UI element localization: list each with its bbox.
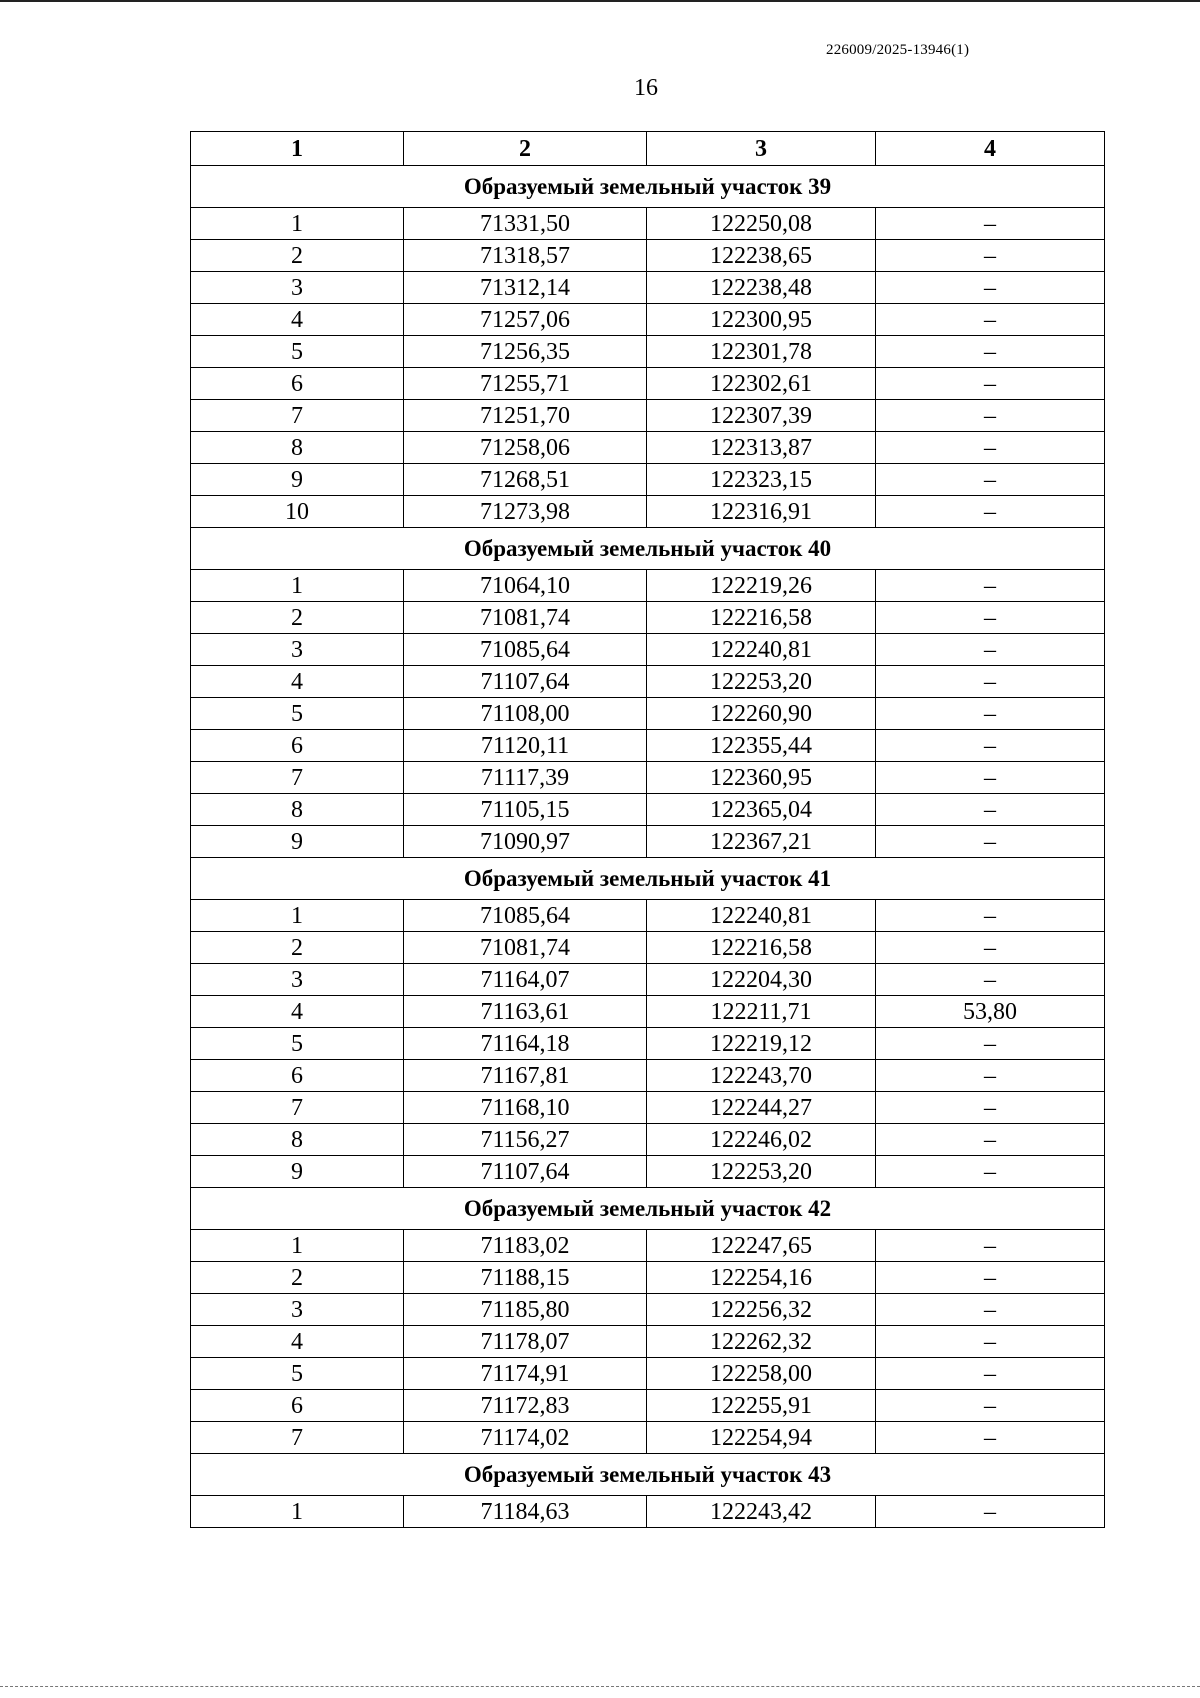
table-row xyxy=(191,794,1105,826)
table-row xyxy=(191,272,1105,304)
column-header: 2 xyxy=(404,132,647,166)
y-coordinate-cell: 122204,30 xyxy=(647,964,876,996)
section-title: Образуемый земельный участок 41 xyxy=(191,858,1105,900)
column-header: 1 xyxy=(191,132,404,166)
table-row xyxy=(191,1326,1105,1358)
point-number-cell: 3 xyxy=(191,1294,404,1326)
column-header: 3 xyxy=(647,132,876,166)
point-number-cell: 6 xyxy=(191,1390,404,1422)
x-coordinate-cell: 71081,74 xyxy=(404,602,647,634)
point-number-cell: 8 xyxy=(191,794,404,826)
point-number-cell: 8 xyxy=(191,432,404,464)
x-coordinate-cell: 71184,63 xyxy=(404,1496,647,1528)
value-cell: – xyxy=(876,1496,1105,1528)
value-cell: – xyxy=(876,1028,1105,1060)
table-row xyxy=(191,368,1105,400)
section-title: Образуемый земельный участок 39 xyxy=(191,166,1105,208)
table-row xyxy=(191,336,1105,368)
y-coordinate-cell: 122253,20 xyxy=(647,1156,876,1188)
table-row xyxy=(191,634,1105,666)
x-coordinate-cell: 71183,02 xyxy=(404,1230,647,1262)
table-row xyxy=(191,1230,1105,1262)
table-row xyxy=(191,1358,1105,1390)
x-coordinate-cell: 71172,83 xyxy=(404,1390,647,1422)
y-coordinate-cell: 122355,44 xyxy=(647,730,876,762)
value-cell: – xyxy=(876,272,1105,304)
section-title-row xyxy=(191,1188,1105,1230)
coordinates-table xyxy=(190,131,1105,1528)
y-coordinate-cell: 122238,65 xyxy=(647,240,876,272)
value-cell: – xyxy=(876,900,1105,932)
x-coordinate-cell: 71256,35 xyxy=(404,336,647,368)
x-coordinate-cell: 71178,07 xyxy=(404,1326,647,1358)
x-coordinate-cell: 71273,98 xyxy=(404,496,647,528)
value-cell: – xyxy=(876,496,1105,528)
table-row xyxy=(191,1124,1105,1156)
point-number-cell: 4 xyxy=(191,304,404,336)
value-cell: – xyxy=(876,762,1105,794)
table-row xyxy=(191,730,1105,762)
point-number-cell: 7 xyxy=(191,1422,404,1454)
x-coordinate-cell: 71108,00 xyxy=(404,698,647,730)
y-coordinate-cell: 122240,81 xyxy=(647,900,876,932)
x-coordinate-cell: 71107,64 xyxy=(404,666,647,698)
x-coordinate-cell: 71107,64 xyxy=(404,1156,647,1188)
page-top-border xyxy=(0,0,1200,2)
table-row xyxy=(191,400,1105,432)
point-number-cell: 1 xyxy=(191,570,404,602)
point-number-cell: 5 xyxy=(191,1028,404,1060)
x-coordinate-cell: 71168,10 xyxy=(404,1092,647,1124)
x-coordinate-cell: 71251,70 xyxy=(404,400,647,432)
x-coordinate-cell: 71318,57 xyxy=(404,240,647,272)
table-row xyxy=(191,1422,1105,1454)
value-cell: – xyxy=(876,570,1105,602)
x-coordinate-cell: 71174,91 xyxy=(404,1358,647,1390)
y-coordinate-cell: 122238,48 xyxy=(647,272,876,304)
x-coordinate-cell: 71174,02 xyxy=(404,1422,647,1454)
value-cell: 53,80 xyxy=(876,996,1105,1028)
x-coordinate-cell: 71164,18 xyxy=(404,1028,647,1060)
value-cell: – xyxy=(876,698,1105,730)
y-coordinate-cell: 122307,39 xyxy=(647,400,876,432)
table-row xyxy=(191,1294,1105,1326)
point-number-cell: 6 xyxy=(191,730,404,762)
y-coordinate-cell: 122313,87 xyxy=(647,432,876,464)
table-body xyxy=(191,166,1105,1528)
x-coordinate-cell: 71085,64 xyxy=(404,634,647,666)
table-row xyxy=(191,1028,1105,1060)
table-row xyxy=(191,496,1105,528)
value-cell: – xyxy=(876,932,1105,964)
y-coordinate-cell: 122302,61 xyxy=(647,368,876,400)
y-coordinate-cell: 122365,04 xyxy=(647,794,876,826)
y-coordinate-cell: 122255,91 xyxy=(647,1390,876,1422)
value-cell: – xyxy=(876,432,1105,464)
table-row xyxy=(191,464,1105,496)
value-cell: – xyxy=(876,964,1105,996)
value-cell: – xyxy=(876,1358,1105,1390)
table-row xyxy=(191,602,1105,634)
value-cell: – xyxy=(876,666,1105,698)
y-coordinate-cell: 122247,65 xyxy=(647,1230,876,1262)
value-cell: – xyxy=(876,336,1105,368)
point-number-cell: 4 xyxy=(191,1326,404,1358)
table-row xyxy=(191,762,1105,794)
value-cell: – xyxy=(876,730,1105,762)
table-row xyxy=(191,570,1105,602)
point-number-cell: 3 xyxy=(191,964,404,996)
y-coordinate-cell: 122300,95 xyxy=(647,304,876,336)
x-coordinate-cell: 71117,39 xyxy=(404,762,647,794)
x-coordinate-cell: 71331,50 xyxy=(404,208,647,240)
value-cell: – xyxy=(876,634,1105,666)
y-coordinate-cell: 122211,71 xyxy=(647,996,876,1028)
point-number-cell: 2 xyxy=(191,1262,404,1294)
point-number-cell: 10 xyxy=(191,496,404,528)
value-cell: – xyxy=(876,1060,1105,1092)
point-number-cell: 4 xyxy=(191,996,404,1028)
point-number-cell: 9 xyxy=(191,464,404,496)
table-row xyxy=(191,1156,1105,1188)
value-cell: – xyxy=(876,240,1105,272)
y-coordinate-cell: 122253,20 xyxy=(647,666,876,698)
table-row xyxy=(191,304,1105,336)
table-row xyxy=(191,964,1105,996)
value-cell: – xyxy=(876,1390,1105,1422)
x-coordinate-cell: 71120,11 xyxy=(404,730,647,762)
y-coordinate-cell: 122240,81 xyxy=(647,634,876,666)
x-coordinate-cell: 71164,07 xyxy=(404,964,647,996)
table-row xyxy=(191,1092,1105,1124)
point-number-cell: 5 xyxy=(191,336,404,368)
x-coordinate-cell: 71268,51 xyxy=(404,464,647,496)
y-coordinate-cell: 122323,15 xyxy=(647,464,876,496)
x-coordinate-cell: 71257,06 xyxy=(404,304,647,336)
x-coordinate-cell: 71312,14 xyxy=(404,272,647,304)
page-number: 16 xyxy=(634,75,658,101)
y-coordinate-cell: 122316,91 xyxy=(647,496,876,528)
point-number-cell: 9 xyxy=(191,1156,404,1188)
section-title-row xyxy=(191,528,1105,570)
table-row xyxy=(191,826,1105,858)
table-header-row xyxy=(191,132,1105,166)
point-number-cell: 7 xyxy=(191,400,404,432)
point-number-cell: 9 xyxy=(191,826,404,858)
x-coordinate-cell: 71163,61 xyxy=(404,996,647,1028)
point-number-cell: 8 xyxy=(191,1124,404,1156)
x-coordinate-cell: 71064,10 xyxy=(404,570,647,602)
value-cell: – xyxy=(876,368,1105,400)
point-number-cell: 6 xyxy=(191,1060,404,1092)
value-cell: – xyxy=(876,1422,1105,1454)
y-coordinate-cell: 122256,32 xyxy=(647,1294,876,1326)
y-coordinate-cell: 122243,42 xyxy=(647,1496,876,1528)
value-cell: – xyxy=(876,208,1105,240)
value-cell: – xyxy=(876,1124,1105,1156)
x-coordinate-cell: 71185,80 xyxy=(404,1294,647,1326)
table-row xyxy=(191,1060,1105,1092)
y-coordinate-cell: 122262,32 xyxy=(647,1326,876,1358)
x-coordinate-cell: 71188,15 xyxy=(404,1262,647,1294)
table-row xyxy=(191,666,1105,698)
value-cell: – xyxy=(876,1262,1105,1294)
section-title: Образуемый земельный участок 42 xyxy=(191,1188,1105,1230)
y-coordinate-cell: 122258,00 xyxy=(647,1358,876,1390)
table-row xyxy=(191,240,1105,272)
value-cell: – xyxy=(876,464,1105,496)
x-coordinate-cell: 71085,64 xyxy=(404,900,647,932)
page-bottom-scan-edge xyxy=(0,1686,1200,1689)
value-cell: – xyxy=(876,1092,1105,1124)
section-title-row xyxy=(191,858,1105,900)
point-number-cell: 3 xyxy=(191,272,404,304)
point-number-cell: 7 xyxy=(191,1092,404,1124)
y-coordinate-cell: 122216,58 xyxy=(647,602,876,634)
table-row xyxy=(191,208,1105,240)
point-number-cell: 2 xyxy=(191,602,404,634)
y-coordinate-cell: 122243,70 xyxy=(647,1060,876,1092)
section-title-row xyxy=(191,166,1105,208)
point-number-cell: 5 xyxy=(191,1358,404,1390)
point-number-cell: 7 xyxy=(191,762,404,794)
section-title: Образуемый земельный участок 43 xyxy=(191,1454,1105,1496)
point-number-cell: 4 xyxy=(191,666,404,698)
section-title: Образуемый земельный участок 40 xyxy=(191,528,1105,570)
point-number-cell: 2 xyxy=(191,240,404,272)
x-coordinate-cell: 71090,97 xyxy=(404,826,647,858)
value-cell: – xyxy=(876,602,1105,634)
table-row xyxy=(191,1390,1105,1422)
document-reference-number: 226009/2025-13946(1) xyxy=(826,42,970,58)
table-row xyxy=(191,432,1105,464)
y-coordinate-cell: 122246,02 xyxy=(647,1124,876,1156)
x-coordinate-cell: 71156,27 xyxy=(404,1124,647,1156)
point-number-cell: 6 xyxy=(191,368,404,400)
table-row xyxy=(191,1262,1105,1294)
point-number-cell: 2 xyxy=(191,932,404,964)
value-cell: – xyxy=(876,1156,1105,1188)
y-coordinate-cell: 122244,27 xyxy=(647,1092,876,1124)
value-cell: – xyxy=(876,400,1105,432)
column-header: 4 xyxy=(876,132,1105,166)
value-cell: – xyxy=(876,826,1105,858)
y-coordinate-cell: 122254,94 xyxy=(647,1422,876,1454)
y-coordinate-cell: 122360,95 xyxy=(647,762,876,794)
y-coordinate-cell: 122301,78 xyxy=(647,336,876,368)
y-coordinate-cell: 122250,08 xyxy=(647,208,876,240)
point-number-cell: 1 xyxy=(191,208,404,240)
point-number-cell: 3 xyxy=(191,634,404,666)
y-coordinate-cell: 122260,90 xyxy=(647,698,876,730)
point-number-cell: 1 xyxy=(191,1496,404,1528)
point-number-cell: 5 xyxy=(191,698,404,730)
x-coordinate-cell: 71258,06 xyxy=(404,432,647,464)
table-row xyxy=(191,996,1105,1028)
y-coordinate-cell: 122367,21 xyxy=(647,826,876,858)
x-coordinate-cell: 71105,15 xyxy=(404,794,647,826)
y-coordinate-cell: 122254,16 xyxy=(647,1262,876,1294)
table-row xyxy=(191,698,1105,730)
x-coordinate-cell: 71081,74 xyxy=(404,932,647,964)
value-cell: – xyxy=(876,1230,1105,1262)
value-cell: – xyxy=(876,1294,1105,1326)
x-coordinate-cell: 71167,81 xyxy=(404,1060,647,1092)
table-row xyxy=(191,932,1105,964)
point-number-cell: 1 xyxy=(191,1230,404,1262)
y-coordinate-cell: 122219,12 xyxy=(647,1028,876,1060)
y-coordinate-cell: 122216,58 xyxy=(647,932,876,964)
value-cell: – xyxy=(876,304,1105,336)
x-coordinate-cell: 71255,71 xyxy=(404,368,647,400)
table-row xyxy=(191,1496,1105,1528)
point-number-cell: 1 xyxy=(191,900,404,932)
value-cell: – xyxy=(876,1326,1105,1358)
value-cell: – xyxy=(876,794,1105,826)
y-coordinate-cell: 122219,26 xyxy=(647,570,876,602)
section-title-row xyxy=(191,1454,1105,1496)
table-row xyxy=(191,900,1105,932)
